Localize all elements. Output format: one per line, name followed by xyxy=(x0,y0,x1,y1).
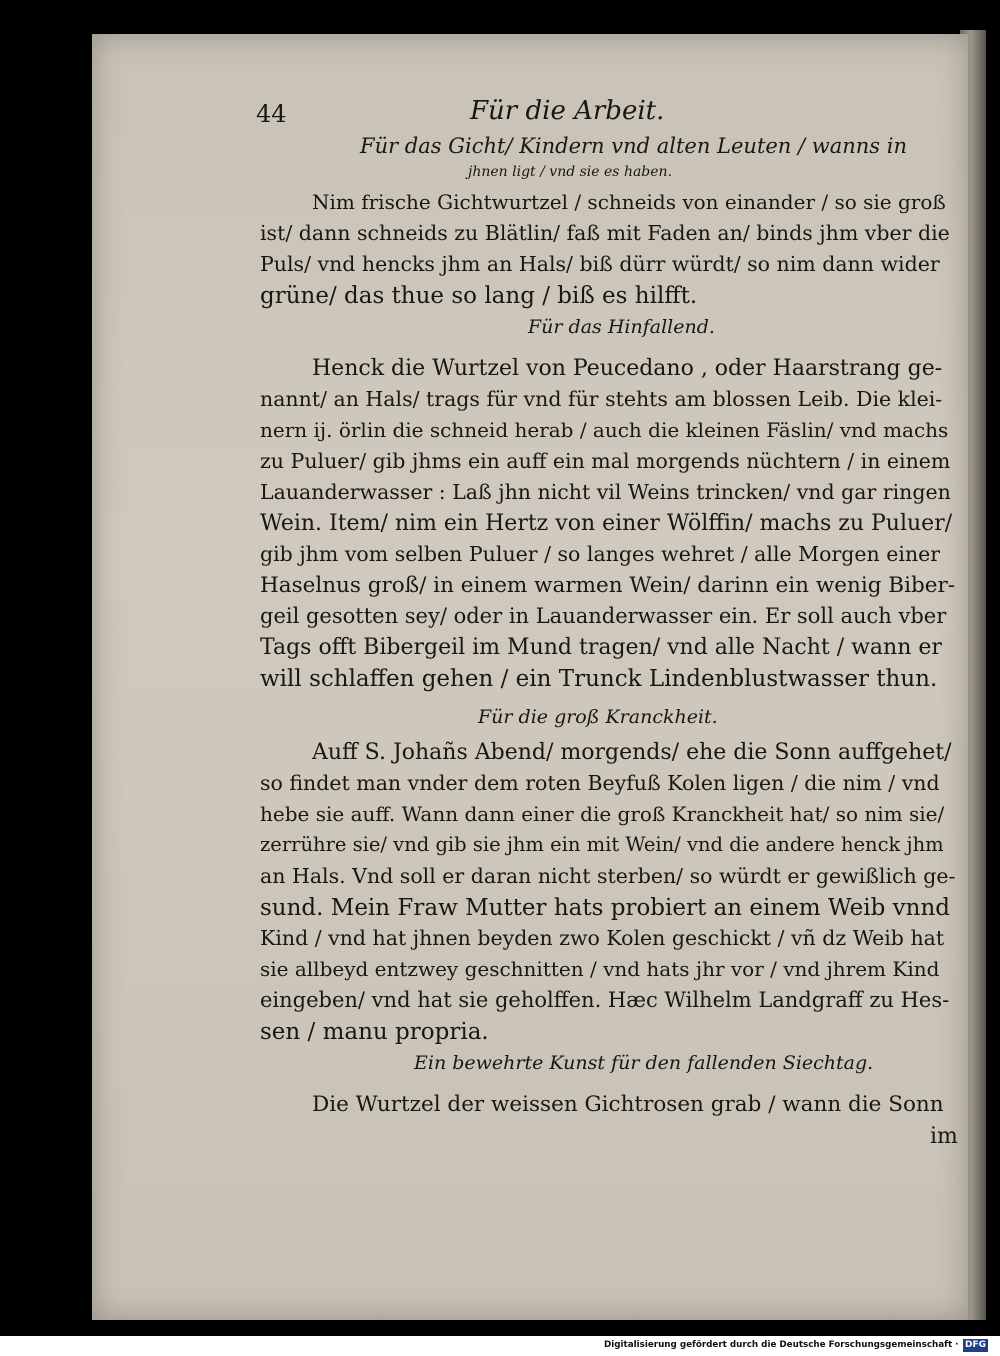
text-line: eingeben/ vnd hat sie geholffen. Hæc Wilhelm Landgraff zu Hes- xyxy=(260,988,950,1012)
section-heading: Für das Gicht/ Kindern vnd alten Leuten / wanns in xyxy=(360,134,907,158)
text-line: grüne/ das thue so lang / biß es hilfft. xyxy=(260,283,698,309)
catchword: im xyxy=(930,1124,958,1149)
text-line: an Hals. Vnd soll er daran nicht sterben/ so würdt er gewißlich ge- xyxy=(260,864,956,888)
dfg-logo: DFG xyxy=(964,1340,986,1350)
text-line: sen / manu propria. xyxy=(260,1019,489,1045)
text-line: geil gesotten sey/ oder in Lauanderwasser ein. Er soll auch vber xyxy=(260,604,947,628)
text-line: zerrühre sie/ vnd gib sie jhm ein mit Wein/ vnd die andere henck jhm xyxy=(260,833,944,856)
funding-notice: Digitalisierung gefördert durch die Deutsche Forschungsgemeinschaft · xyxy=(604,1340,959,1350)
text-line: Haselnus groß/ in einem warmen Wein/ darinn ein wenig Biber- xyxy=(260,573,955,598)
text-line: Henck die Wurtzel von Peucedano , oder Haarstrang ge- xyxy=(312,356,943,381)
text-line: Auff S. Johañs Abend/ morgends/ ehe die Sonn auffgehet/ xyxy=(312,740,952,765)
section-heading: Für die groß Kranckheit. xyxy=(478,706,718,728)
text-line: hebe sie auff. Wann dann einer die groß Kranckheit hat/ so nim sie/ xyxy=(260,802,945,826)
section-heading: Für das Hinfallend. xyxy=(528,316,715,338)
text-line: zu Puluer/ gib jhms ein auff ein mal morgends nüchtern / in einem xyxy=(260,449,951,473)
text-line: Puls/ vnd hencks jhm an Hals/ biß dürr würdt/ so nim dann wider xyxy=(260,252,940,276)
text-line: sie allbeyd entzwey geschnitten / vnd hats jhr vor / vnd jhrem Kind xyxy=(260,957,940,981)
text-line: so findet man vnder dem roten Beyfuß Kolen ligen / die nim / vnd xyxy=(260,771,940,795)
section-heading: Ein bewehrte Kunst für den fallenden Siechtag. xyxy=(414,1052,874,1074)
text-line: Kind / vnd hat jhnen beyden zwo Kolen geschickt / vñ dz Weib hat xyxy=(260,926,945,950)
text-line: nannt/ an Hals/ trags für vnd für stehts am blossen Leib. Die klei- xyxy=(260,387,943,411)
section-subheading: jhnen ligt / vnd sie es haben. xyxy=(468,164,673,180)
text-line: Lauanderwasser : Laß jhn nicht vil Weins trincken/ vnd gar ringen xyxy=(260,480,951,504)
text-line: Die Wurtzel der weissen Gichtrosen grab / wann die Sonn xyxy=(312,1092,944,1117)
text-line: ist/ dann schneids zu Blätlin/ faß mit Faden an/ binds jhm vber die xyxy=(260,221,950,245)
running-head: Für die Arbeit. xyxy=(470,96,665,126)
text-line: sund. Mein Fraw Mutter hats probiert an einem Weib vnnd xyxy=(260,895,950,921)
page-number: 44 xyxy=(256,100,287,128)
text-line: nern ij. örlin die schneid herab / auch die kleinen Fäslin/ vnd machs xyxy=(260,418,949,442)
text-line: Wein. Item/ nim ein Hertz von einer Wölffin/ machs zu Puluer/ xyxy=(260,511,953,536)
text-line: Nim frische Gichtwurtzel / schneids von einander / so sie groß xyxy=(312,190,946,214)
text-line: Tags offt Bibergeil im Mund tragen/ vnd alle Nacht / wann er xyxy=(260,635,942,660)
text-line: will schlaffen gehen / ein Trunck Lindenblustwasser thun. xyxy=(260,666,938,692)
text-line: gib jhm vom selben Puluer / so langes wehret / alle Morgen einer xyxy=(260,542,941,566)
